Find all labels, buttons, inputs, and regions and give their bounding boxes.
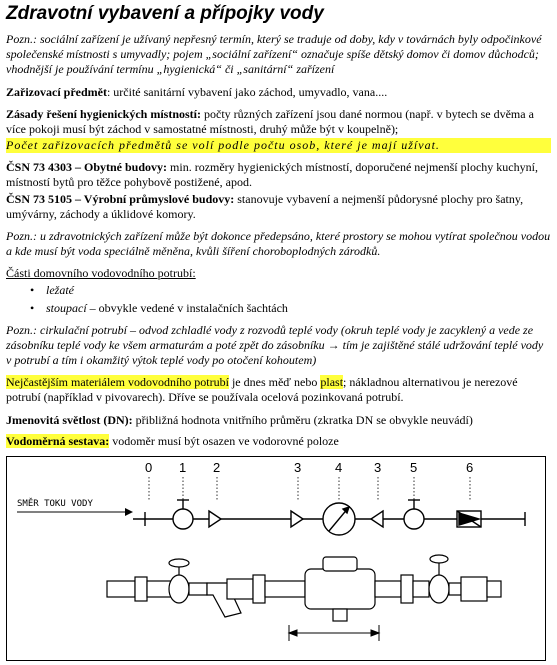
hygiene-rules bbox=[6, 107, 551, 153]
component-label-0: 0 bbox=[145, 460, 153, 475]
hygiene-rules-term: Zásady řešení hygienických místností: bbox=[6, 107, 202, 121]
material-highlight: Nejčastějším materiálem vodovodního potrubí bbox=[6, 375, 229, 389]
list-item-term: ležaté bbox=[46, 283, 74, 297]
list-item bbox=[6, 301, 288, 316]
reducer-symbol bbox=[291, 511, 303, 527]
pipe-parts-heading-text: Části domovního vodovodního potrubí: bbox=[6, 266, 196, 280]
strainer-symbol bbox=[209, 511, 221, 527]
reducer-symbol-outlet bbox=[371, 511, 383, 527]
note-text: Pozn.: cirkulační potrubí – odvod zchladlé vody z rozvodů teplé vody (okruh teplé vody je zacyklený a vede ze zásobníku teplé vody ke všem armaturám a poté zpět do zásobníku → tím je zajištěné stálé udržování teplé vody v potrubí a tím i okamžitý výtok teplé vody po otočení kohoutem) bbox=[6, 323, 544, 367]
dimension-line bbox=[289, 625, 379, 641]
bullet: • bbox=[30, 283, 35, 297]
valve-symbol bbox=[173, 500, 193, 529]
water-meter-symbol bbox=[323, 503, 355, 535]
page-title: Zdravotní vybavení a přípojky vody bbox=[6, 3, 324, 24]
list-item-term: stoupací bbox=[46, 301, 87, 315]
bullet: • bbox=[30, 301, 35, 315]
inlet-fitting bbox=[107, 581, 135, 597]
note-medical bbox=[6, 229, 551, 259]
csn-5105 bbox=[6, 192, 551, 222]
inlet-nut bbox=[135, 577, 147, 601]
valve-symbol-outlet bbox=[404, 500, 424, 529]
csn-4303-text: min. rozměry hygienických místností, doporučené nejmenší plochy kuchyní, místností bytů pro těžce pohybově postižené, apod. bbox=[6, 160, 538, 189]
fixture-count-highlight: Počet zařizovacích předmětů se volí podle počtu osob, které je mají užívat. bbox=[6, 138, 551, 153]
csn-4303-term: ČSN 73 4303 – Obytné budovy: bbox=[6, 160, 168, 174]
water-meter-assembly-diagram bbox=[6, 456, 546, 661]
pipe-parts-list bbox=[6, 283, 288, 316]
meter-dial bbox=[323, 557, 357, 571]
assembly-drawing bbox=[7, 457, 544, 659]
check-valve-symbol bbox=[457, 511, 481, 527]
note-circulation bbox=[6, 323, 551, 368]
csn-4303 bbox=[6, 160, 551, 190]
component-label-3: 3 bbox=[294, 460, 302, 475]
plastic-highlight: plast bbox=[320, 375, 344, 389]
material-text: je dnes měď nebo bbox=[228, 375, 321, 389]
fixture-term: Zařizovací předmět bbox=[6, 85, 107, 99]
valve-handle bbox=[169, 559, 189, 567]
material-text-rest: ; nákladnou alternativou je nerezové potrubí (například v pivovarech). Dříve se používala ocelová pozinkovaná potrubí. bbox=[6, 375, 518, 404]
list-item-text: – obvykle vedené v instalačních šachtách bbox=[86, 301, 288, 315]
component-label-4: 4 bbox=[335, 460, 343, 475]
note-text: Pozn.: u zdravotnických zařízení může být dokonce předepsáno, které prostory se mohou vytírat společnou vodou a kde musí být voda speciálně měněna, kvůli šíření choroboplodných zárodků. bbox=[6, 229, 551, 258]
csn-5105-text: stanovuje vybavení a nejmenší půdorysné plochy pro šatny, umývárny, záchody a úklidové komory. bbox=[6, 192, 524, 221]
meter-assembly-text: vodoměr musí být osazen ve vodorovné poloze bbox=[109, 434, 339, 448]
fixture-text: : určité sanitární vybavení jako záchod, umyvadlo, vana.... bbox=[106, 85, 388, 99]
meter-assembly-term: Vodoměrná sestava: bbox=[6, 434, 110, 448]
hygiene-rules-text: počty různých zařízení jsou dané normou (např. v bytech se dvěma a více pokoji musí být záchod v samostatné místnosti, druhý může být v koupelně); bbox=[6, 107, 534, 136]
outlet-valve-handle bbox=[430, 555, 448, 563]
component-label-6: 6 bbox=[466, 460, 474, 475]
pipe-parts-heading bbox=[6, 266, 551, 281]
realistic-assembly bbox=[107, 555, 501, 621]
leader-lines bbox=[149, 477, 470, 501]
list-item bbox=[6, 283, 288, 298]
outlet-valve-body bbox=[429, 575, 449, 603]
nominal-diameter bbox=[6, 413, 551, 428]
csn-5105-term: ČSN 73 5105 – Výrobní průmyslové budovy: bbox=[6, 192, 235, 206]
water-meter-body bbox=[305, 569, 375, 609]
component-label-5: 5 bbox=[410, 460, 418, 475]
component-label-2: 2 bbox=[213, 460, 221, 475]
fixture-definition bbox=[6, 85, 551, 100]
component-label-3b: 3 bbox=[374, 460, 382, 475]
flow-arrowhead bbox=[125, 508, 133, 516]
pipe-material bbox=[6, 375, 551, 405]
flow-direction-label: SMĚR TOKU VODY bbox=[17, 499, 93, 509]
component-label-1: 1 bbox=[179, 460, 187, 475]
note-text: Pozn.: sociální zařízení je užívaný nepřesný termín, který se traduje od doby, kdy v továrnách byly odpočinkové společenské místnosti s umyvadly; pojem „sociální zařízení“ označuje spíše dětský domov či domov důchodců; vhodnější je používání termínu „hygienická“ či „sanitární“ zařízení bbox=[6, 32, 542, 76]
nominal-diameter-text: přibližná hodnota vnitřního průměru (zkratka DN se obvykle neuvádí) bbox=[132, 413, 473, 427]
nominal-diameter-term: Jmenovitá světlost (DN): bbox=[6, 413, 133, 427]
ball-valve-body bbox=[169, 575, 189, 603]
meter-assembly bbox=[6, 434, 551, 449]
note-social-facilities bbox=[6, 32, 551, 77]
check-valve-body bbox=[461, 577, 487, 601]
